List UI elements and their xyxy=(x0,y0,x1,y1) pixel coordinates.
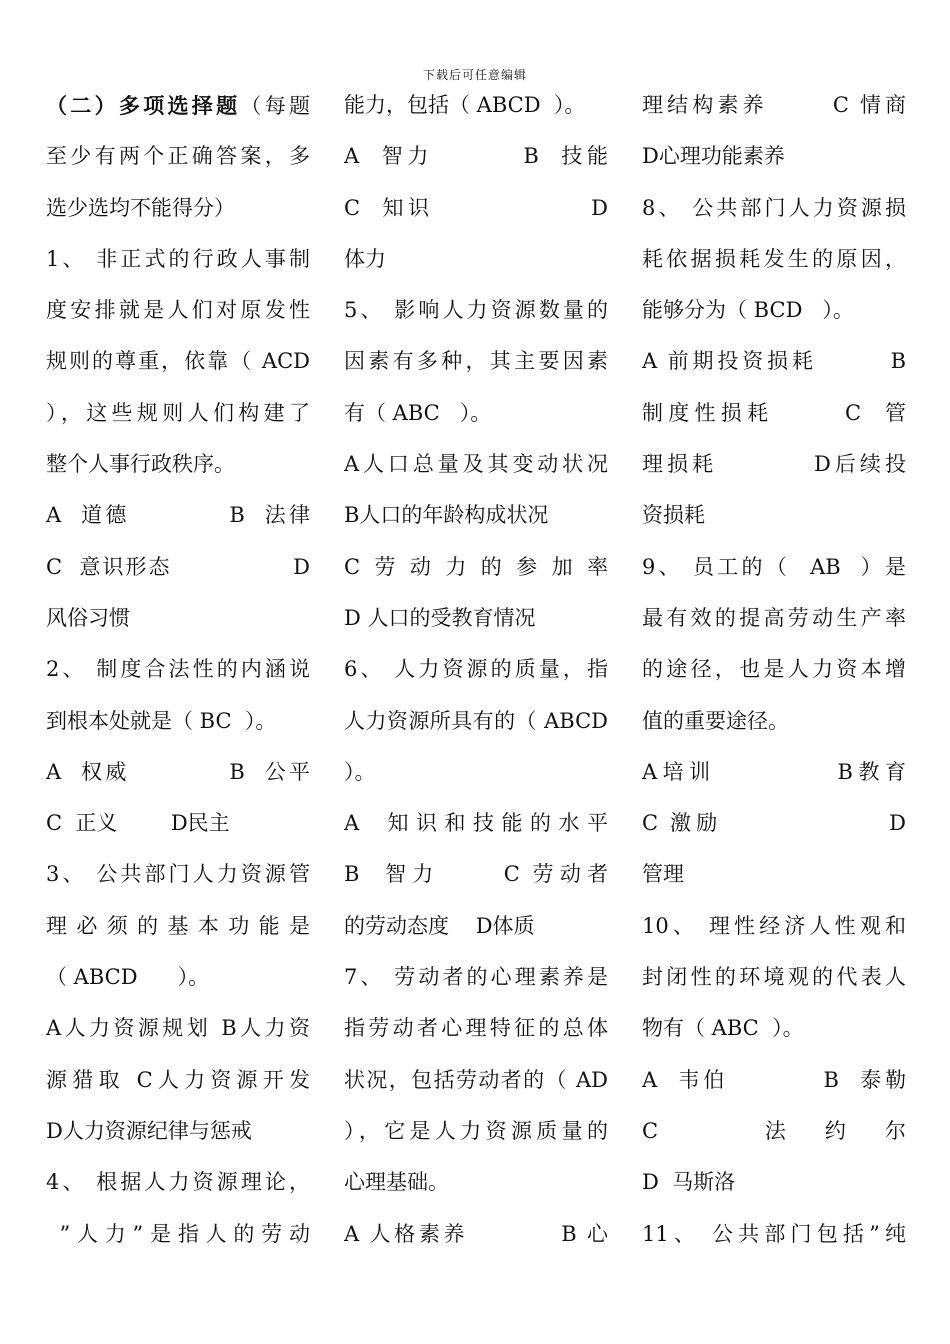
text-line: 资损耗 xyxy=(642,503,705,528)
page-header: 下载后可任意编辑 xyxy=(422,68,527,82)
text-line: 心理基础。 xyxy=(344,1170,449,1195)
text-line: 理损耗 D后续投 xyxy=(642,452,906,477)
text-line: 10、 理性经济人性观和 xyxy=(642,913,906,938)
text-line: 指劳动者心理特征的总体 xyxy=(344,1016,608,1041)
text-line: D 马斯洛 xyxy=(642,1170,736,1195)
text-line: 的劳动态度 D体质 xyxy=(344,913,535,938)
section-heading: （二）多项选择题 xyxy=(46,93,241,118)
text-column-right xyxy=(642,80,906,1260)
text-line: 制度性损耗 C 管 xyxy=(642,400,906,425)
text-line: 的途径，也是人力资本增 xyxy=(642,657,906,682)
text-line: 8、 公共部门人力资源损 xyxy=(642,195,906,220)
text-line: 理必须的基本功能是 xyxy=(46,913,310,938)
text-line: A 人格素养 B 心 xyxy=(344,1221,608,1246)
text-line: ”人力”是指人的劳动 xyxy=(46,1221,310,1246)
text-line: A培训 B教育 xyxy=(642,759,906,784)
text-line: A 韦伯 B 泰勒 xyxy=(642,1067,906,1092)
text-line: D心理功能素养 xyxy=(642,144,785,169)
text-line: C 知识 D xyxy=(344,195,608,220)
text-line: 封闭性的环境观的代表人 xyxy=(642,965,906,990)
text-line: 4、 根据人力资源理论， xyxy=(46,1170,310,1195)
text-line: 到根本处就是（ BC ）。 xyxy=(46,708,277,733)
text-line: ），它是人力资源质量的 xyxy=(344,1118,608,1143)
text-line: 6、 人力资源的质量，指 xyxy=(344,657,608,682)
text-segment: （每题 xyxy=(240,94,310,118)
text-line: 体力 xyxy=(344,246,386,271)
text-line: （ ABCD ）。 xyxy=(46,965,210,990)
text-line: 能够分为（ BCD ）。 xyxy=(642,298,854,323)
text-line: 选少选均不能得分） xyxy=(46,195,235,220)
text-line: A 智力 B 技能 xyxy=(344,144,608,169)
text-line: 源猎取 C人力资源开发 xyxy=(46,1067,310,1092)
text-line xyxy=(46,80,310,131)
text-line: C 意识形态 D xyxy=(46,554,310,579)
text-column-middle xyxy=(344,80,608,1260)
text-line: C劳动力的参加率 xyxy=(344,554,608,579)
text-line: A 道德 B 法律 xyxy=(46,503,310,528)
text-line: A 知识和技能的水平 xyxy=(344,811,608,836)
text-line: 度安排就是人们对原发性 xyxy=(46,298,310,323)
text-line: 1、 非正式的行政人事制 xyxy=(46,246,310,271)
text-line: 规则的尊重，依靠（ ACD xyxy=(46,349,310,374)
text-line: 11、 公共部门包括”纯 xyxy=(642,1221,906,1246)
text-line: 管理 xyxy=(642,862,684,887)
text-line: 值的重要途径。 xyxy=(642,708,789,733)
text-line: ），这些规则人们构建了 xyxy=(46,400,310,425)
text-line: B 智力 C 劳动者 xyxy=(344,862,608,887)
text-line: 理结构素养 C 情商 xyxy=(642,93,906,117)
text-line: C 法 约 尔 xyxy=(642,1118,906,1143)
text-line: 3、 公共部门人力资源管 xyxy=(46,862,310,887)
text-line: 整个人事行政秩序。 xyxy=(46,452,235,477)
text-line: 人力资源所具有的（ ABCD xyxy=(344,708,608,733)
text-line: A人口总量及其变动状况 xyxy=(344,452,608,477)
text-line: 至少有两个正确答案，多 xyxy=(46,144,310,169)
text-line: 因素有多种，其主要因素 xyxy=(344,349,608,374)
text-line: 状况，包括劳动者的（ AD xyxy=(344,1067,608,1092)
text-line: C 激励 D xyxy=(642,811,906,836)
text-line: D人力资源纪律与惩戒 xyxy=(46,1118,252,1143)
text-line: 9、 员工的（ AB ）是 xyxy=(642,554,906,579)
text-line: B人口的年龄构成状况 xyxy=(344,503,549,528)
text-line: 最有效的提高劳动生产率 xyxy=(642,605,906,630)
text-line: A人力资源规划 B人力资 xyxy=(46,1016,310,1041)
text-line: 物有（ ABC ）。 xyxy=(642,1016,804,1041)
text-column-left xyxy=(46,80,310,1260)
text-line: 7、 劳动者的心理素养是 xyxy=(344,965,608,990)
text-line: A 前期投资损耗 B xyxy=(642,349,906,374)
text-line: 耗依据损耗发生的原因， xyxy=(642,246,906,271)
text-line: 2、 制度合法性的内涵说 xyxy=(46,657,310,682)
text-line: 能力，包括（ ABCD ）。 xyxy=(344,93,586,117)
text-line: D 人口的受教育情况 xyxy=(344,605,536,630)
text-line: A 权威 B 公平 xyxy=(46,759,310,784)
text-line: ）。 xyxy=(344,759,376,784)
text-line: C 正义 D民主 xyxy=(46,811,230,836)
text-line: 风俗习惯 xyxy=(46,605,130,630)
text-line: 5、 影响人力资源数量的 xyxy=(344,298,608,323)
text-line: 有（ ABC ）。 xyxy=(344,400,492,425)
